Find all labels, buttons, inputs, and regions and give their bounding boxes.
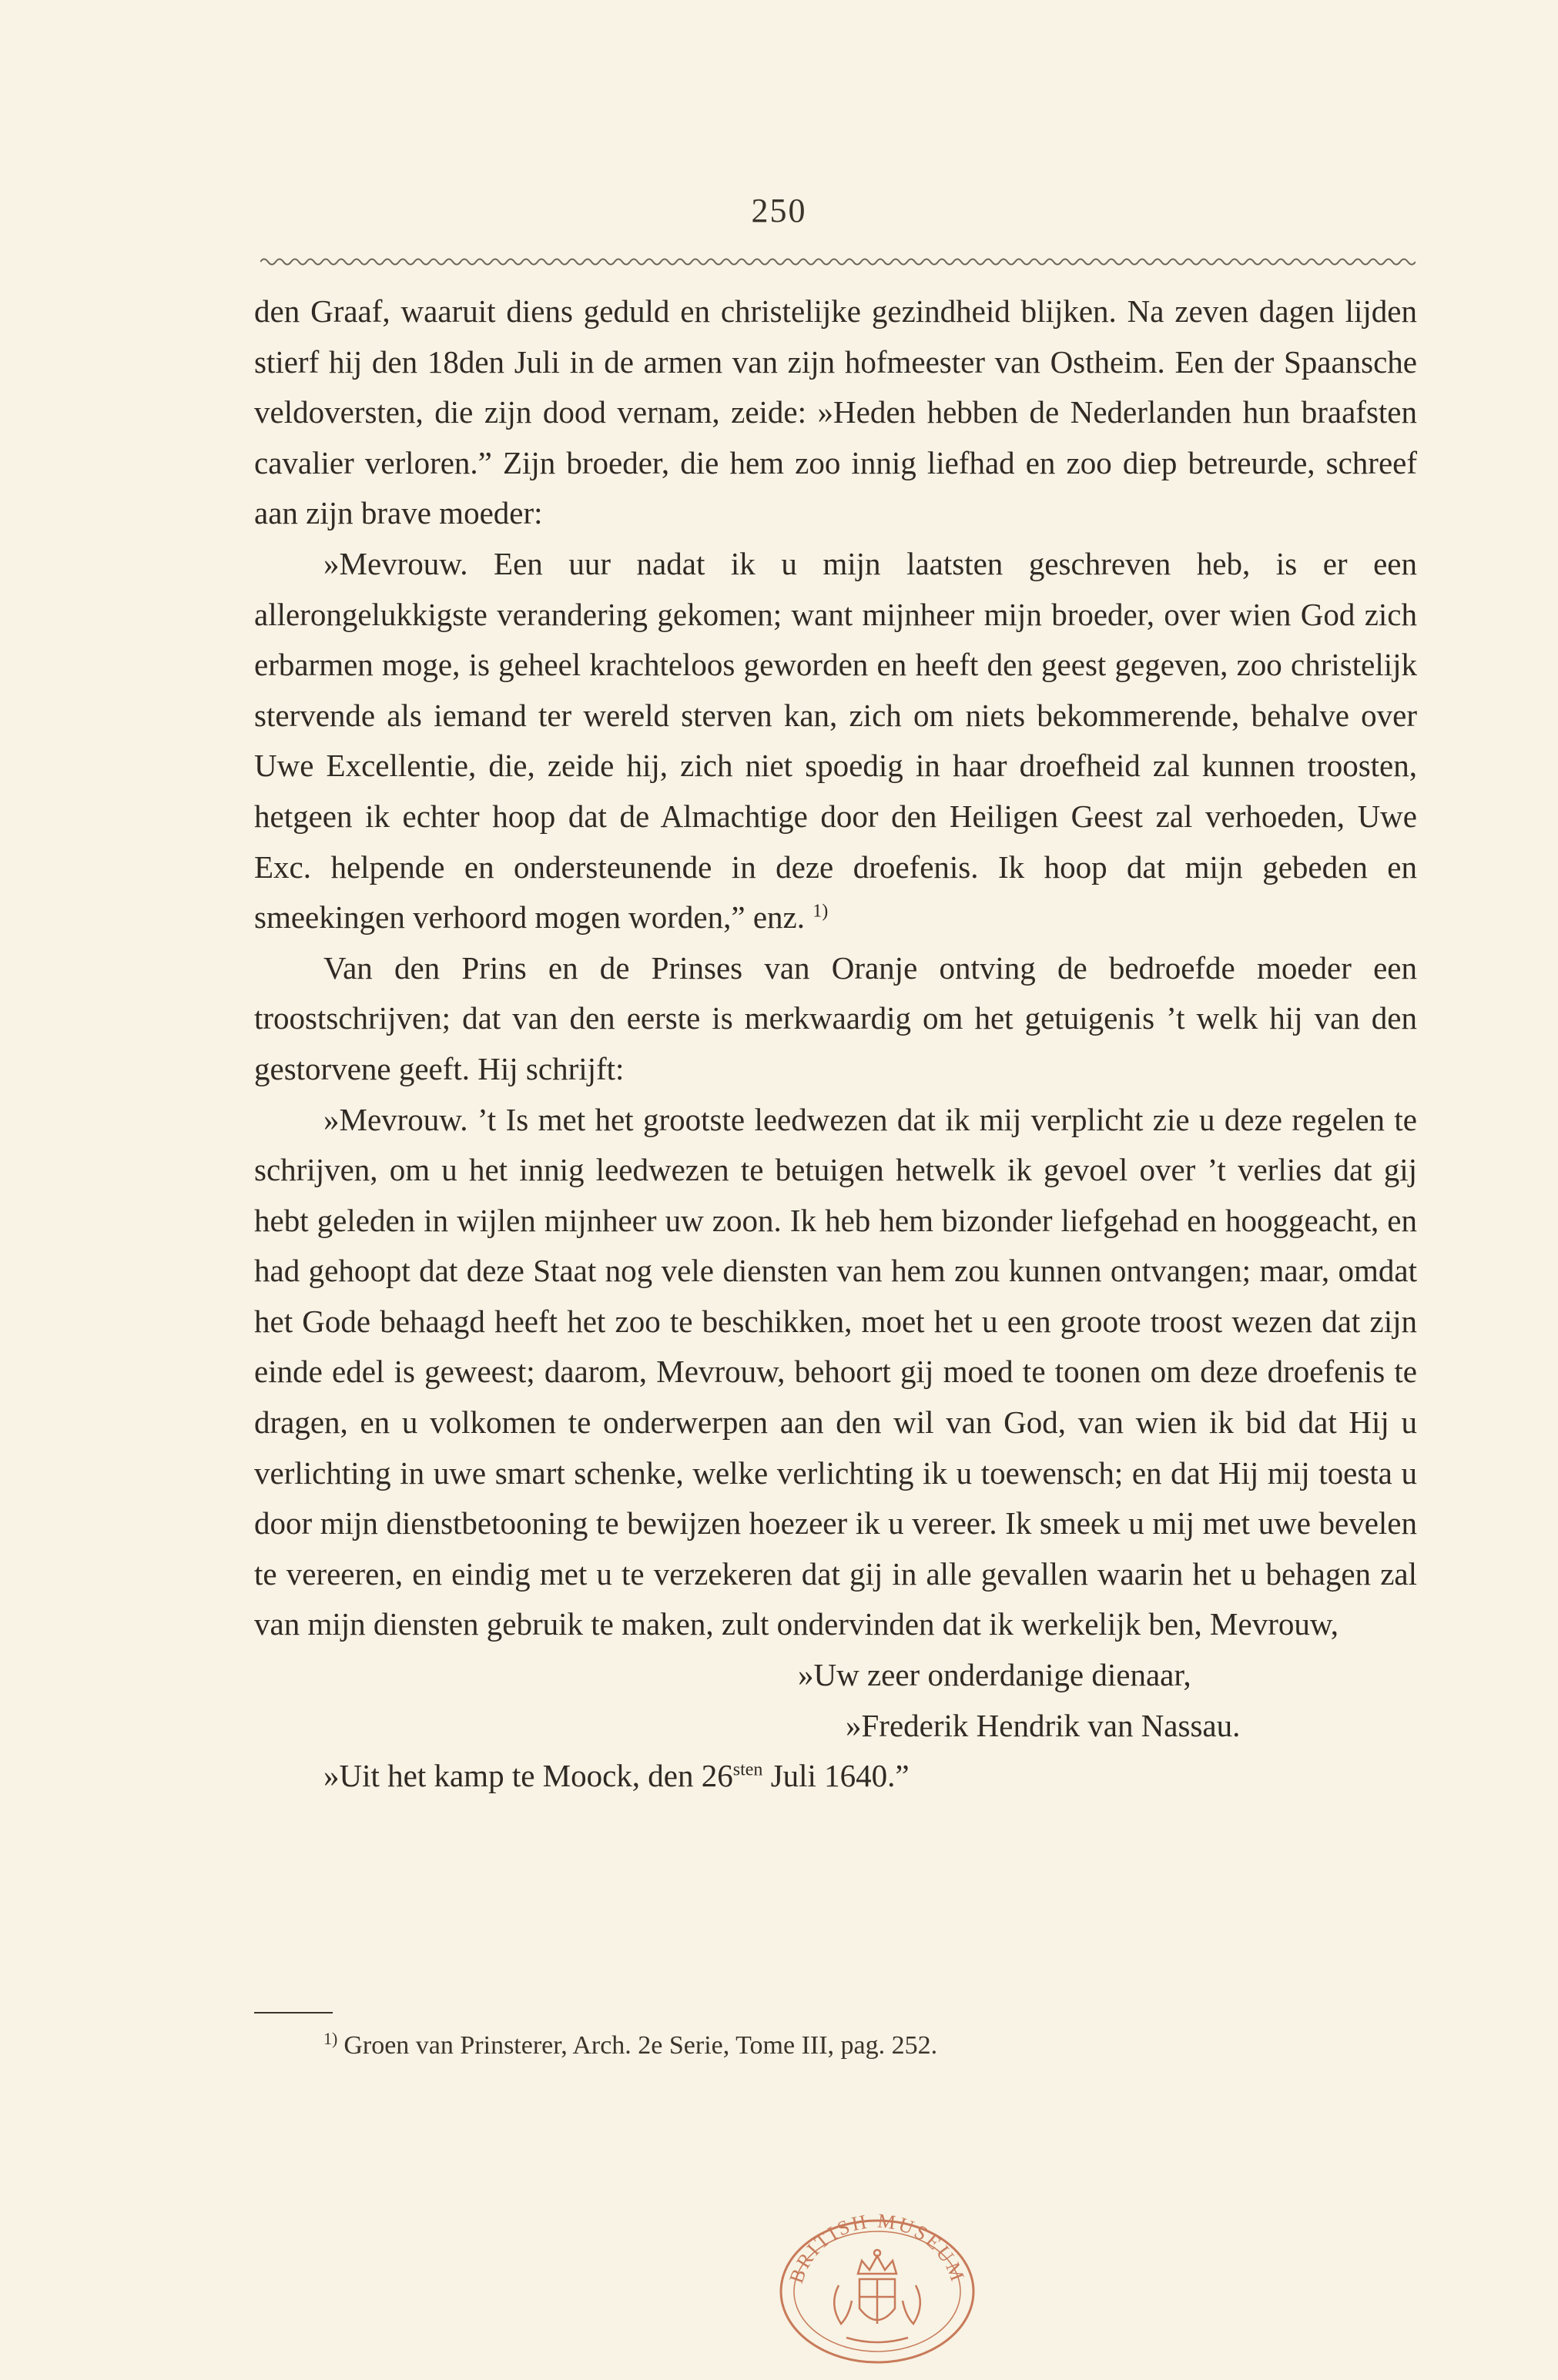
paragraph-4: »Mevrouw. ’t Is met het grootste leedwezen dat ik mij verplicht zie u deze regelen te schrijven, om u het innig leedwezen te betuigen hetwelk ik gevoel over ’t verlies dat gij hebt geleden in wijlen mijnheer uw zoon. Ik heb hem bizonder liefgehad en hooggeacht, en had gehoopt dat deze Staat nog vele diensten van hem zou kunnen ontvangen; maar, omdat het Gode behaagd heeft het zoo te beschikken, moet het u een groote troost wezen dat zijn einde edel is geweest; daarom, Mevrouw, behoort gij moed te toonen om deze droefenis te dragen, en u volkomen te onderwerpen aan den wil van God, van wien ik bid dat Hij u verlichting in uwe smart schenke, welke verlichting ik u toewensch; en dat Hij mij toesta u door mijn dienstbetooning te bewijzen hoezeer ik u vereer. Ik smeek u mij met uwe bevelen te vereeren, en eindig met u te verzekeren dat gij in alle gevallen waarin het u behagen zal van mijn diensten gebruik te maken, zult ondervinden dat ik werkelijk ben, Mevrouw, [254,1101,1417,1642]
coat-of-arms-icon [834,2279,920,2342]
closing-line-1: »Uw zeer onderdanige dienaar, [798,1657,1191,1693]
paragraph-3: Van den Prins en de Prinses van Oranje ontving de bedroefde moeder een troostschrijven; dat van den eerste is merkwaardig om het getuigenis ’t welk hij van den gestorvene geeft. Hij schrijft: [254,949,1417,1086]
footnote-rule [254,2012,333,2013]
paragraph-1: den Graaf, waaruit diens geduld en christelijke gezindheid blijken. Na zeven dagen lijden stierf hij den 18den Juli in de armen van zijn hofmeester van Ostheim. Een der Spaansche veldoversten, die zijn dood vernam, zeide: »Heden hebben de Nederlanden hun braafsten cavalier verloren.” Zijn broeder, die hem zoo innig liefhad en zoo diep betreurde, schreef aan zijn brave moeder: [254,293,1417,531]
footnote-reference: 1) [813,901,829,922]
signature: »Frederik Hendrik van Nassau. [846,1707,1241,1743]
dateline: »Uit het kamp te Moock, den $26^{sten}$ Juli 1640.” [323,1758,910,1794]
main-text [254,286,1417,1802]
museum-stamp [766,2201,989,2366]
paragraph-2: »Mevrouw. Een uur nadat ik u mijn laatsten geschreven heb, is er een allerongelukkigste verandering gekomen; want mijnheer mijn broeder, over wien God zich erbarmen moge, is geheel krachteloos geworden en heeft den geest gegeven, zoo christelijk stervende als iemand ter wereld sterven kan, zich om niets bekommerende, behalve over Uwe Excellentie, die, zeide hij, zich niet spoedig in haar droefheid zal kunnen troosten, hetgeen ik echter hoop dat de Almachtige door den Heiligen Geest zal verhoeden, Uwe Exc. helpende en ondersteunende in deze droefenis. Ik hoop dat mijn gebeden en smeekingen verhoord mogen worden,” enz. $^{1)}$ [254,545,1417,936]
footnote-marker: 1) [323,2028,338,2048]
crown-icon [858,2250,896,2274]
footnote-text: Groen van Prinsterer, Arch. 2e Serie, Tome III, pag. 252. [343,2031,938,2060]
wavy-header-rule [260,254,1416,269]
footnote [323,2027,1402,2065]
stamp-label: BRITISH MUSEUM [785,2209,970,2287]
page-number: 250 [751,192,807,229]
